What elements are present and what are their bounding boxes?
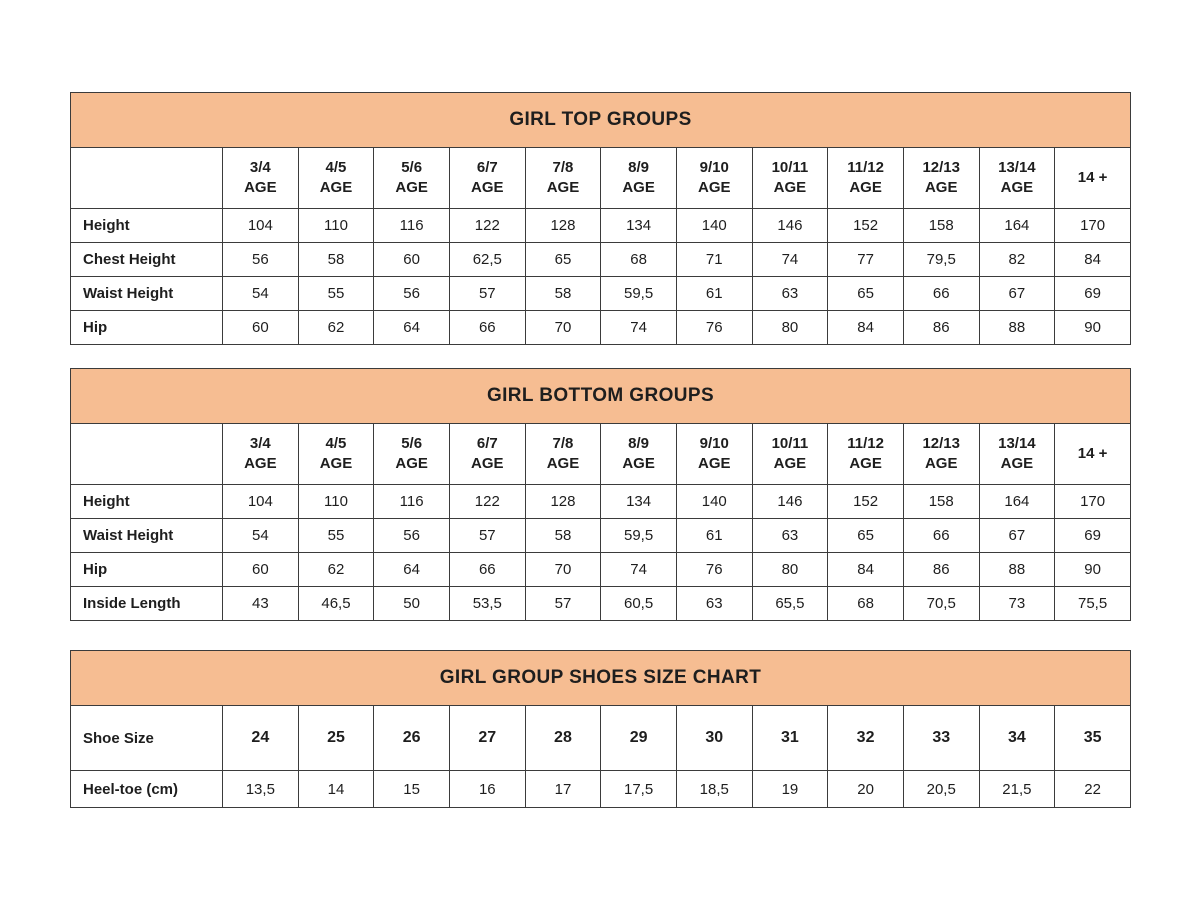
value-cell: 29 bbox=[601, 706, 677, 771]
value-cell: 82 bbox=[979, 243, 1055, 277]
value-cell: 64 bbox=[374, 311, 450, 345]
age-column-header: 3/4 AGE bbox=[223, 424, 299, 485]
value-cell: 86 bbox=[903, 311, 979, 345]
table-title-row bbox=[71, 93, 1131, 148]
age-column-header: 13/14 AGE bbox=[979, 424, 1055, 485]
row-label: Chest Height bbox=[71, 243, 223, 277]
age-column-header: 9/10 AGE bbox=[676, 148, 752, 209]
value-cell: 25 bbox=[298, 706, 374, 771]
row-label: Inside Length bbox=[71, 587, 223, 621]
table-title: GIRL BOTTOM GROUPS bbox=[71, 369, 1131, 424]
value-cell: 70,5 bbox=[903, 587, 979, 621]
value-cell: 60,5 bbox=[601, 587, 677, 621]
age-header-row bbox=[71, 424, 1131, 485]
value-cell: 57 bbox=[449, 519, 525, 553]
value-cell: 146 bbox=[752, 485, 828, 519]
value-cell: 34 bbox=[979, 706, 1055, 771]
age-column-header: 7/8 AGE bbox=[525, 148, 601, 209]
age-column-header: 10/11 AGE bbox=[752, 148, 828, 209]
value-cell: 134 bbox=[601, 209, 677, 243]
value-cell: 56 bbox=[374, 277, 450, 311]
value-cell: 53,5 bbox=[449, 587, 525, 621]
value-cell: 71 bbox=[676, 243, 752, 277]
value-cell: 56 bbox=[374, 519, 450, 553]
value-cell: 116 bbox=[374, 485, 450, 519]
row-label: Height bbox=[71, 209, 223, 243]
row-label: Shoe Size bbox=[71, 706, 223, 771]
value-cell: 61 bbox=[676, 277, 752, 311]
value-cell: 58 bbox=[525, 277, 601, 311]
age-column-header: 14 + bbox=[1055, 424, 1131, 485]
row-label: Waist Height bbox=[71, 277, 223, 311]
age-column-header: 5/6 AGE bbox=[374, 424, 450, 485]
age-column-header: 4/5 AGE bbox=[298, 148, 374, 209]
age-column-header: 13/14 AGE bbox=[979, 148, 1055, 209]
age-column-header: 14 + bbox=[1055, 148, 1131, 209]
value-cell: 128 bbox=[525, 485, 601, 519]
value-cell: 140 bbox=[676, 485, 752, 519]
value-cell: 24 bbox=[223, 706, 299, 771]
value-cell: 61 bbox=[676, 519, 752, 553]
value-cell: 63 bbox=[676, 587, 752, 621]
value-cell: 60 bbox=[374, 243, 450, 277]
value-cell: 66 bbox=[449, 553, 525, 587]
value-cell: 59,5 bbox=[601, 277, 677, 311]
value-cell: 70 bbox=[525, 311, 601, 345]
age-column-header: 11/12 AGE bbox=[828, 424, 904, 485]
value-cell: 63 bbox=[752, 277, 828, 311]
age-column-header: 3/4 AGE bbox=[223, 148, 299, 209]
value-cell: 104 bbox=[223, 485, 299, 519]
value-cell: 19 bbox=[752, 771, 828, 808]
value-cell: 88 bbox=[979, 553, 1055, 587]
value-cell: 20 bbox=[828, 771, 904, 808]
value-cell: 76 bbox=[676, 553, 752, 587]
corner-cell bbox=[71, 424, 223, 485]
value-cell: 68 bbox=[828, 587, 904, 621]
value-cell: 63 bbox=[752, 519, 828, 553]
value-cell: 58 bbox=[298, 243, 374, 277]
value-cell: 13,5 bbox=[223, 771, 299, 808]
age-column-header: 10/11 AGE bbox=[752, 424, 828, 485]
value-cell: 152 bbox=[828, 209, 904, 243]
age-column-header: 11/12 AGE bbox=[828, 148, 904, 209]
value-cell: 66 bbox=[903, 277, 979, 311]
value-cell: 22 bbox=[1055, 771, 1131, 808]
value-cell: 46,5 bbox=[298, 587, 374, 621]
girl-bottom-groups-table bbox=[70, 368, 1131, 621]
value-cell: 158 bbox=[903, 485, 979, 519]
value-cell: 60 bbox=[223, 311, 299, 345]
corner-cell bbox=[71, 148, 223, 209]
value-cell: 164 bbox=[979, 209, 1055, 243]
value-cell: 74 bbox=[601, 553, 677, 587]
value-cell: 35 bbox=[1055, 706, 1131, 771]
value-cell: 77 bbox=[828, 243, 904, 277]
value-cell: 84 bbox=[828, 311, 904, 345]
value-cell: 66 bbox=[903, 519, 979, 553]
value-cell: 20,5 bbox=[903, 771, 979, 808]
value-cell: 110 bbox=[298, 209, 374, 243]
value-cell: 134 bbox=[601, 485, 677, 519]
age-column-header: 7/8 AGE bbox=[525, 424, 601, 485]
value-cell: 73 bbox=[979, 587, 1055, 621]
age-column-header: 8/9 AGE bbox=[601, 148, 677, 209]
value-cell: 18,5 bbox=[676, 771, 752, 808]
girl-top-groups-table bbox=[70, 92, 1131, 345]
table-title: GIRL GROUP SHOES SIZE CHART bbox=[71, 651, 1131, 706]
value-cell: 64 bbox=[374, 553, 450, 587]
value-cell: 17,5 bbox=[601, 771, 677, 808]
table-row bbox=[71, 209, 1131, 243]
table-row bbox=[71, 277, 1131, 311]
age-column-header: 12/13 AGE bbox=[903, 424, 979, 485]
value-cell: 74 bbox=[601, 311, 677, 345]
value-cell: 75,5 bbox=[1055, 587, 1131, 621]
value-cell: 86 bbox=[903, 553, 979, 587]
value-cell: 80 bbox=[752, 311, 828, 345]
value-cell: 54 bbox=[223, 519, 299, 553]
value-cell: 67 bbox=[979, 277, 1055, 311]
row-label: Heel-toe (cm) bbox=[71, 771, 223, 808]
value-cell: 68 bbox=[601, 243, 677, 277]
value-cell: 60 bbox=[223, 553, 299, 587]
value-cell: 27 bbox=[449, 706, 525, 771]
age-column-header: 6/7 AGE bbox=[449, 148, 525, 209]
value-cell: 43 bbox=[223, 587, 299, 621]
value-cell: 65 bbox=[525, 243, 601, 277]
value-cell: 21,5 bbox=[979, 771, 1055, 808]
value-cell: 146 bbox=[752, 209, 828, 243]
value-cell: 104 bbox=[223, 209, 299, 243]
value-cell: 33 bbox=[903, 706, 979, 771]
value-cell: 65 bbox=[828, 519, 904, 553]
value-cell: 66 bbox=[449, 311, 525, 345]
table-row bbox=[71, 587, 1131, 621]
value-cell: 90 bbox=[1055, 311, 1131, 345]
table-row bbox=[71, 519, 1131, 553]
value-cell: 65 bbox=[828, 277, 904, 311]
row-label: Waist Height bbox=[71, 519, 223, 553]
value-cell: 158 bbox=[903, 209, 979, 243]
value-cell: 62,5 bbox=[449, 243, 525, 277]
age-column-header: 8/9 AGE bbox=[601, 424, 677, 485]
value-cell: 164 bbox=[979, 485, 1055, 519]
value-cell: 31 bbox=[752, 706, 828, 771]
value-cell: 57 bbox=[449, 277, 525, 311]
value-cell: 170 bbox=[1055, 485, 1131, 519]
table-row bbox=[71, 311, 1131, 345]
value-cell: 116 bbox=[374, 209, 450, 243]
value-cell: 79,5 bbox=[903, 243, 979, 277]
row-label: Hip bbox=[71, 553, 223, 587]
value-cell: 62 bbox=[298, 553, 374, 587]
value-cell: 122 bbox=[449, 485, 525, 519]
table-row bbox=[71, 771, 1131, 808]
value-cell: 55 bbox=[298, 519, 374, 553]
value-cell: 128 bbox=[525, 209, 601, 243]
age-column-header: 4/5 AGE bbox=[298, 424, 374, 485]
value-cell: 74 bbox=[752, 243, 828, 277]
value-cell: 26 bbox=[374, 706, 450, 771]
table-row bbox=[71, 485, 1131, 519]
value-cell: 32 bbox=[828, 706, 904, 771]
value-cell: 80 bbox=[752, 553, 828, 587]
value-cell: 76 bbox=[676, 311, 752, 345]
value-cell: 70 bbox=[525, 553, 601, 587]
age-column-header: 6/7 AGE bbox=[449, 424, 525, 485]
row-label: Hip bbox=[71, 311, 223, 345]
value-cell: 30 bbox=[676, 706, 752, 771]
value-cell: 14 bbox=[298, 771, 374, 808]
value-cell: 140 bbox=[676, 209, 752, 243]
table-title: GIRL TOP GROUPS bbox=[71, 93, 1131, 148]
value-cell: 56 bbox=[223, 243, 299, 277]
value-cell: 28 bbox=[525, 706, 601, 771]
value-cell: 15 bbox=[374, 771, 450, 808]
value-cell: 84 bbox=[1055, 243, 1131, 277]
table-row bbox=[71, 553, 1131, 587]
value-cell: 16 bbox=[449, 771, 525, 808]
age-column-header: 5/6 AGE bbox=[374, 148, 450, 209]
value-cell: 65,5 bbox=[752, 587, 828, 621]
girl-group-shoes-size-chart-table bbox=[70, 650, 1131, 808]
value-cell: 84 bbox=[828, 553, 904, 587]
value-cell: 55 bbox=[298, 277, 374, 311]
value-cell: 50 bbox=[374, 587, 450, 621]
table-row bbox=[71, 243, 1131, 277]
age-column-header: 9/10 AGE bbox=[676, 424, 752, 485]
value-cell: 57 bbox=[525, 587, 601, 621]
value-cell: 69 bbox=[1055, 277, 1131, 311]
value-cell: 69 bbox=[1055, 519, 1131, 553]
value-cell: 58 bbox=[525, 519, 601, 553]
value-cell: 170 bbox=[1055, 209, 1131, 243]
age-column-header: 12/13 AGE bbox=[903, 148, 979, 209]
value-cell: 122 bbox=[449, 209, 525, 243]
value-cell: 17 bbox=[525, 771, 601, 808]
value-cell: 88 bbox=[979, 311, 1055, 345]
row-label: Height bbox=[71, 485, 223, 519]
value-cell: 62 bbox=[298, 311, 374, 345]
table-title-row bbox=[71, 651, 1131, 706]
value-cell: 110 bbox=[298, 485, 374, 519]
table-row bbox=[71, 706, 1131, 771]
value-cell: 67 bbox=[979, 519, 1055, 553]
table-title-row bbox=[71, 369, 1131, 424]
value-cell: 152 bbox=[828, 485, 904, 519]
value-cell: 90 bbox=[1055, 553, 1131, 587]
value-cell: 59,5 bbox=[601, 519, 677, 553]
value-cell: 54 bbox=[223, 277, 299, 311]
age-header-row bbox=[71, 148, 1131, 209]
